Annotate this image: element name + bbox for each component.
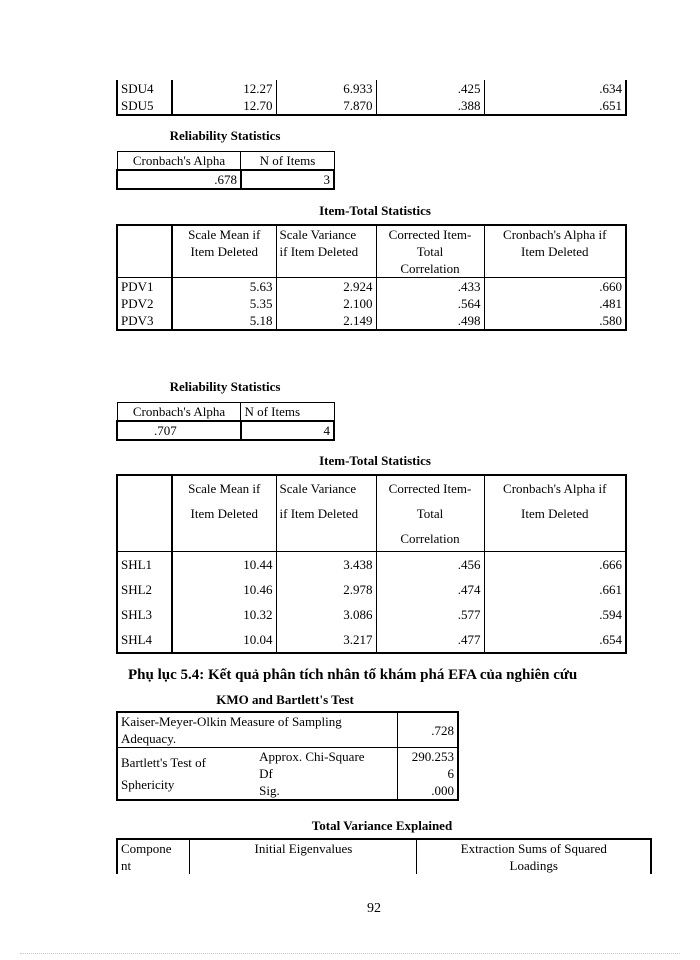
cell: 5.18 (172, 312, 276, 330)
cell: 7.870 (276, 97, 376, 115)
bartlett-label: Bartlett's Test of Sphericity (121, 754, 206, 792)
page-number: 92 (367, 901, 381, 916)
table-row (117, 295, 626, 312)
item-total-title: Item-Total Statistics (319, 203, 431, 218)
top-item-total-table (116, 80, 627, 116)
cell: .564 (376, 295, 484, 312)
row-label: PDV2 (117, 295, 172, 312)
n-items-value: 3 (241, 170, 334, 189)
total-variance-title: Total Variance Explained (311, 818, 453, 833)
cell: 2.924 (276, 278, 376, 296)
table-row (117, 627, 626, 653)
header-scale-mean: Scale Mean if Item Deleted (172, 475, 276, 552)
cell: 12.27 (172, 80, 276, 97)
cell: .654 (599, 632, 622, 647)
header-alpha: Cronbach's Alpha (117, 152, 241, 171)
header-alpha: Cronbach's Alpha (117, 403, 241, 422)
cell: .481 (599, 296, 622, 311)
corner-cell (117, 225, 172, 278)
total-variance-table (116, 838, 652, 874)
alpha-value: .678 (117, 170, 241, 189)
cell: 3.086 (276, 602, 376, 627)
cell: 3.217 (276, 627, 376, 653)
cell: .425 (376, 80, 484, 97)
sig-value: .000 (397, 782, 458, 800)
header-scale-mean: Scale Mean if Item Deleted (172, 225, 276, 278)
cell: .456 (376, 552, 484, 578)
row-label: SHL2 (117, 577, 172, 602)
cell: .474 (376, 577, 484, 602)
header-corrected-correlation: Corrected Item- Total Correlation (376, 475, 484, 552)
table-row (117, 577, 626, 602)
cell: .498 (376, 312, 484, 330)
cell: .651 (599, 98, 622, 113)
header-n-items: N of Items (241, 152, 334, 171)
cell: 6.933 (276, 80, 376, 97)
cell: .660 (599, 279, 622, 294)
cell: 5.35 (172, 295, 276, 312)
header-corrected-correlation: Corrected Item- Total Correlation (376, 225, 484, 278)
cell: 10.46 (172, 577, 276, 602)
item-total-table-pdv (116, 224, 627, 331)
cell: 2.100 (276, 295, 376, 312)
n-items-value: 4 (241, 421, 334, 440)
reliability-title: Reliability Statistics (169, 128, 281, 143)
header-extraction-sums: Extraction Sums of Squared Loadings (460, 841, 607, 873)
item-total-title: Item-Total Statistics (319, 453, 431, 468)
cell: .634 (599, 81, 622, 96)
row-label: PDV3 (117, 312, 172, 330)
cell: 2.149 (276, 312, 376, 330)
cell: .477 (376, 627, 484, 653)
sig-label: Sig. (259, 783, 280, 798)
chi-square-label: Approx. Chi-Square (259, 749, 365, 764)
cell: 2.978 (276, 577, 376, 602)
chi-square-value: 290.253 (397, 748, 458, 766)
df-value: 6 (397, 765, 458, 782)
row-label: SDU5 (117, 97, 172, 115)
header-component: Compone nt (117, 839, 190, 874)
cell: .580 (599, 313, 622, 328)
table-row (117, 602, 626, 627)
header-initial-eigenvalues: Initial Eigenvalues (190, 839, 417, 874)
table-row (117, 80, 626, 97)
cell: .661 (599, 582, 622, 597)
df-label: Df (259, 766, 273, 781)
alpha-value: .707 (117, 421, 241, 440)
footer-divider (20, 953, 680, 954)
table-row (117, 97, 626, 115)
row-label: PDV1 (117, 278, 172, 296)
cell: .388 (376, 97, 484, 115)
header-scale-variance: Scale Variance if Item Deleted (276, 475, 376, 552)
cell: 10.04 (172, 627, 276, 653)
cell: 10.44 (172, 552, 276, 578)
header-alpha-if-deleted: Cronbach's Alpha if Item Deleted (484, 225, 626, 278)
kmo-bartlett-table (116, 711, 459, 801)
table-row (117, 552, 626, 578)
table-row (117, 278, 626, 296)
header-alpha-if-deleted: Cronbach's Alpha if Item Deleted (484, 475, 626, 552)
row-label: SHL1 (117, 552, 172, 578)
cell: .577 (376, 602, 484, 627)
reliability-table (116, 151, 335, 190)
cell: .666 (599, 557, 622, 572)
header-n-items: N of Items (241, 403, 334, 422)
header-scale-variance: Scale Variance if Item Deleted (276, 225, 376, 278)
kmo-label: Kaiser-Meyer-Olkin Measure of Sampling Adequacy. (121, 714, 342, 746)
reliability-table (116, 402, 335, 441)
cell: 12.70 (172, 97, 276, 115)
cell: 10.32 (172, 602, 276, 627)
cell: .594 (599, 607, 622, 622)
row-label: SHL3 (117, 602, 172, 627)
reliability-title: Reliability Statistics (169, 379, 281, 394)
cell: .433 (376, 278, 484, 296)
row-label: SDU4 (117, 80, 172, 97)
kmo-value: .728 (397, 712, 458, 748)
cell: 5.63 (172, 278, 276, 296)
appendix-heading: Phụ lục 5.4: Kết quả phân tích nhân tố khám phá EFA của nghiên cứu (128, 667, 578, 683)
table-row (117, 312, 626, 330)
corner-cell (117, 475, 172, 552)
cell: 3.438 (276, 552, 376, 578)
item-total-table-shl (116, 474, 627, 654)
row-label: SHL4 (117, 627, 172, 653)
kmo-title: KMO and Bartlett's Test (216, 692, 354, 707)
